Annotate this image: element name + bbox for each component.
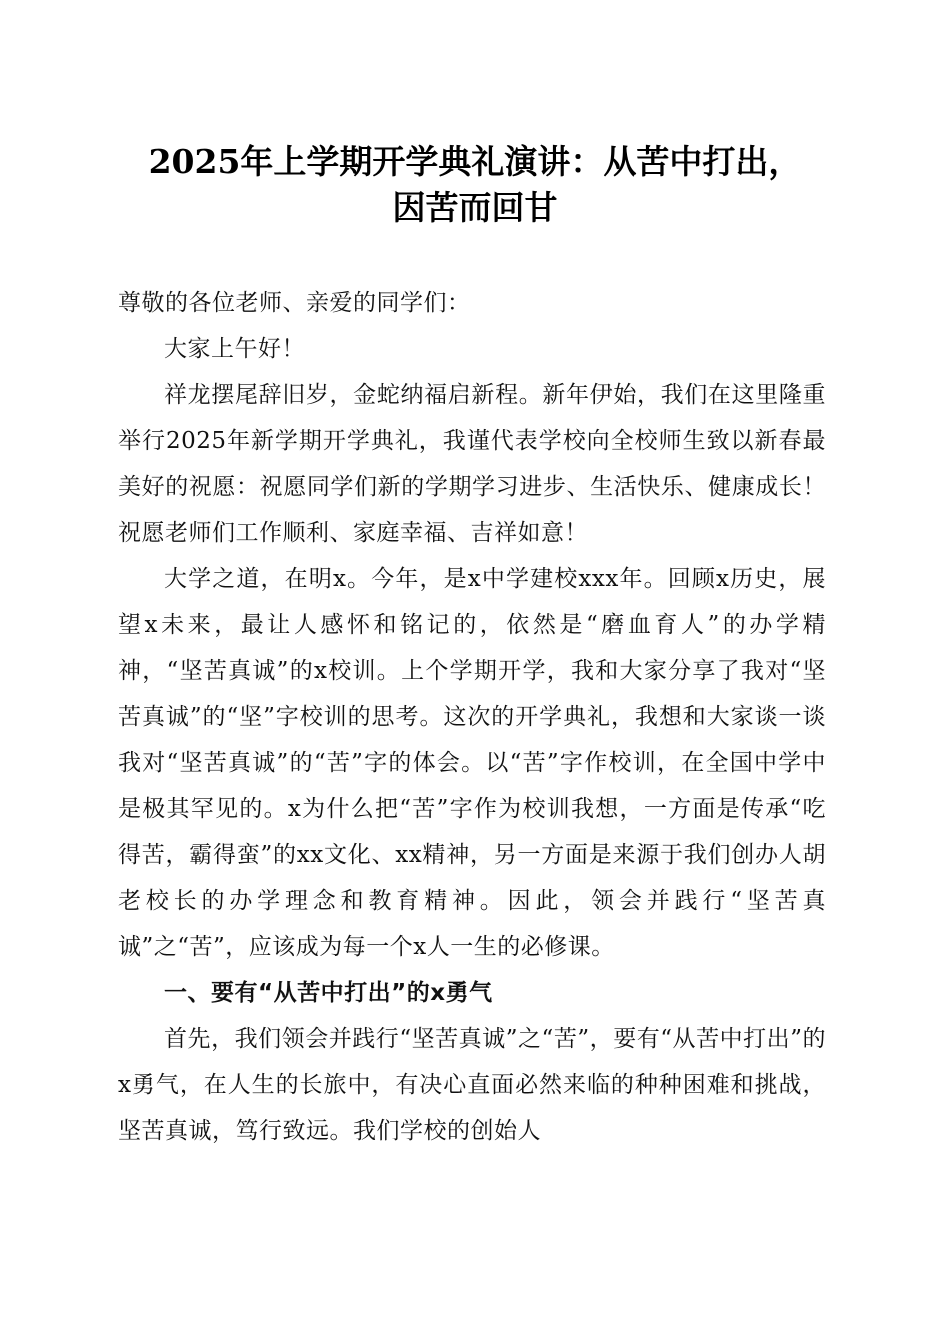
paragraph-1: 祥龙摆尾辞旧岁，金蛇纳福启新程。新年伊始，我们在这里隆重举行2025年新学期开学典礼，我谨代表学校向全校师生致以新春最美好的祝愿：祝愿同学们新的学期学习进步、生活快乐、健康成长！祝愿老师们工作顺利、家庭幸福、吉祥如意！ xyxy=(118,382,826,546)
paragraph-2: 大学之道，在明x。今年，是x中学建校xxx年。回顾x历史，展望x未来，最让人感怀和铭记的，依然是“磨血育人”的办学精神，“坚苦真诚”的x校训。上个学期开学，我和大家分享了我对“坚苦真诚”的“坚”字校训的思考。这次的开学典礼，我想和大家谈一谈我对“坚苦真诚”的“苦”字的体会。以“苦”字作校训，在全国中学中是极其罕见的。x为什么把“苦”字作为校训我想，一方面是传承“吃得苦，霸得蛮”的xx文化、xx精神，另一方面是来源于我们创办人胡老校长的办学理念和教育精神。因此，领会并践行“坚苦真诚”之“苦”，应该成为每一个x人一生的必修课。 xyxy=(118,566,826,960)
document-body xyxy=(118,280,826,1154)
salutation: 尊敬的各位老师、亲爱的同学们： xyxy=(118,290,471,316)
greeting: 大家上午好！ xyxy=(164,336,305,362)
document-title-line-1: 2025年上学期开学典礼演讲：从苦中打出， xyxy=(148,142,802,181)
document-title-line-2: 因苦而回甘 xyxy=(392,188,558,227)
section-heading-1: 一、要有“从苦中打出”的x勇气 xyxy=(164,980,493,1006)
paragraph-3: 首先，我们领会并践行“坚苦真诚”之“苦”，要有“从苦中打出”的x勇气，在人生的长旅中，有决心直面必然来临的种种困难和挑战，坚苦真诚，笃行致远。我们学校的创始人 xyxy=(118,1026,826,1144)
